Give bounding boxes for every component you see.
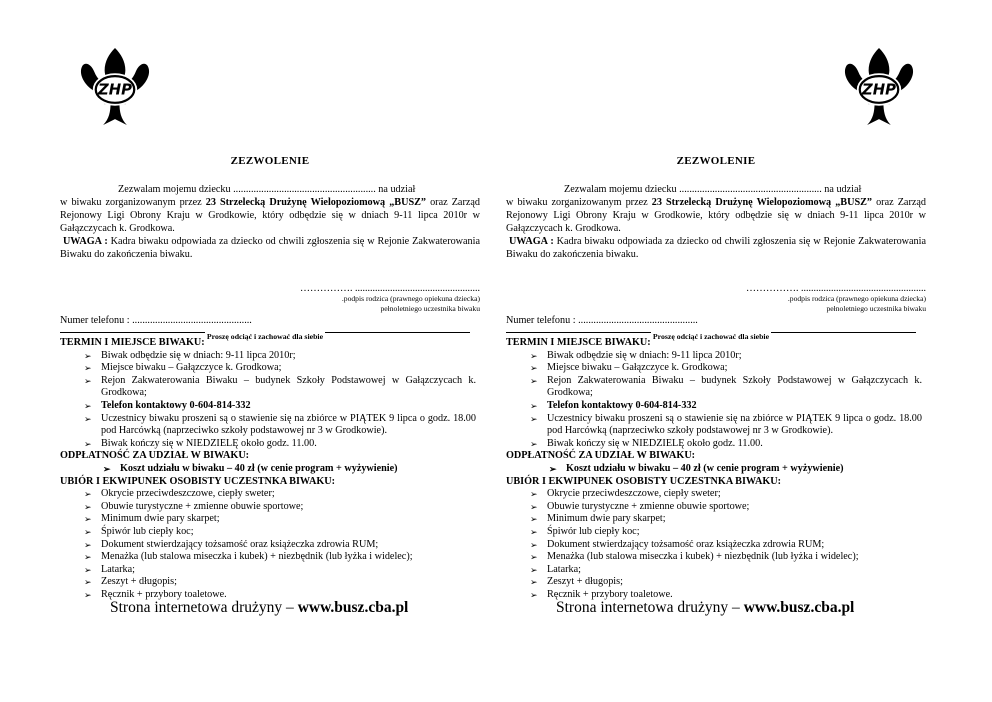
arrow-bullet-icon: ➢	[84, 539, 92, 550]
arrow-bullet-icon: ➢	[84, 363, 92, 374]
gear-heading: UBIÓR I EKWIPUNEK OSOBISTY UCZESTNKA BIWAKU:	[60, 475, 336, 487]
list-item: ➢ Telefon kontaktowy 0-604-814-332	[530, 399, 697, 411]
arrow-bullet-icon: ➢	[84, 564, 92, 575]
website-link[interactable]: www.busz.cba.pl	[297, 599, 409, 617]
arrow-bullet-icon: ➢	[530, 489, 538, 500]
arrow-bullet-icon: ➢	[530, 413, 538, 424]
phone-field: Numer telefonu : ...............................................	[506, 315, 698, 326]
organizer-name: 23 Strzelecką Drużynę Wielopoziomową „BUSZ”	[651, 197, 872, 208]
website-line: Strona internetowa drużyny – www.busz.cba.pl	[556, 599, 855, 617]
list-item: ➢ Dokument stwierdzający tożsamość oraz książeczka zdrowia RUM;	[530, 538, 825, 550]
fee-item: ➢ Koszt udziału w biwaku – 40 zł (w cenie program + wyżywienie)	[103, 462, 398, 474]
permission-paragraph: w biwaku zorganizowanym przez 23 Strzelecką Drużynę Wielopoziomową „BUSZ” oraz Zarząd Rejonowy Ligi Obrony Kraju w Grodkowie, który odbędzie się w dniach 9-11 lipca 2010r w Gałązczycach k. Grodkowa.	[60, 197, 480, 234]
fee-heading: ODPŁATNOŚĆ ZA UDZIAŁ W BIWAKU:	[506, 450, 696, 462]
list-item: ➢ Obuwie turystyczne + zmienne obuwie sportowe;	[84, 500, 304, 512]
fee-item: ➢ Koszt udziału w biwaku – 40 zł (w cenie program + wyżywienie)	[549, 462, 844, 474]
permission-title: ZEZWOLENIE	[676, 155, 756, 167]
arrow-bullet-icon: ➢	[84, 552, 92, 563]
arrow-bullet-icon: ➢	[530, 526, 538, 537]
permission-paragraph: w biwaku zorganizowanym przez 23 Strzelecką Drużynę Wielopoziomową „BUSZ” oraz Zarząd Rejonowy Ligi Obrony Kraju w Grodkowie, który odbędzie się w dniach 9-11 lipca 2010r w Gałązczycach k. Grodkowa.	[506, 197, 926, 234]
list-item: ➢ Uczestnicy biwaku proszeni są o stawienie się na zbiórce w PIĄTEK 9 lipca o godz. 18.00 pod Harcówką (naprzeciwko szkoły podstawowej nr 3 w Grodkowie).	[84, 412, 476, 437]
arrow-bullet-icon: ➢	[530, 514, 538, 525]
warning-label: UWAGA :	[508, 236, 554, 247]
list-item: ➢ Śpiwór lub ciepły koc;	[84, 525, 194, 537]
list-item: ➢ Zeszyt + długopis;	[84, 576, 177, 588]
list-item: ➢ Miejsce biwaku – Gałązczyce k. Grodkowa;	[530, 362, 728, 374]
arrow-bullet-icon: ➢	[84, 526, 92, 537]
cut-label: Proszę odciąć i zachować dla siebie	[652, 332, 770, 341]
permission-line1: Zezwalam mojemu dziecku ........................................................ na udział	[118, 184, 416, 195]
permission-line1: Zezwalam mojemu dziecku ........................................................ na udział	[564, 184, 862, 195]
arrow-bullet-icon: ➢	[84, 589, 92, 600]
signature-line: ……………. ..................................................	[746, 283, 926, 294]
arrow-bullet-icon: ➢	[549, 463, 557, 474]
organizer-name: 23 Strzelecką Drużynę Wielopoziomową „BUSZ”	[205, 197, 426, 208]
signature-caption-1: .podpis rodzica (prawnego opiekuna dziecka)	[787, 294, 926, 303]
list-item: ➢ Biwak kończy się w NIEDZIELĘ około godz. 11.00.	[530, 437, 763, 449]
list-item: ➢ Menażka (lub stalowa miseczka i kubek) + niezbędnik (lub łyżka i widelec);	[530, 551, 859, 563]
arrow-bullet-icon: ➢	[84, 375, 92, 386]
signature-block	[240, 283, 480, 314]
cut-label: Proszę odciąć i zachować dla siebie	[206, 332, 324, 341]
arrow-bullet-icon: ➢	[530, 589, 538, 600]
arrow-bullet-icon: ➢	[84, 400, 92, 411]
list-item: ➢ Telefon kontaktowy 0-604-814-332	[84, 399, 251, 411]
list-item: ➢ Ręcznik + przybory toaletowe.	[84, 588, 227, 600]
list-item: ➢ Latarka;	[530, 563, 581, 575]
list-item: ➢ Minimum dwie pary skarpet;	[530, 513, 666, 525]
warning-paragraph: UWAGA : Kadra biwaku odpowiada za dziecko od chwili zgłoszenia się w Rejonie Zakwaterowania Biwaku do zakończenia biwaku.	[506, 236, 927, 260]
svg-text:ZHP: ZHP	[98, 81, 132, 99]
arrow-bullet-icon: ➢	[103, 463, 111, 474]
info-section	[506, 337, 922, 615]
arrow-bullet-icon: ➢	[530, 501, 538, 512]
gear-heading: UBIÓR I EKWIPUNEK OSOBISTY UCZESTNKA BIWAKU:	[506, 475, 782, 487]
term-heading: TERMIN I MIEJSCE BIWAKU:	[506, 337, 651, 348]
list-item: ➢ Śpiwór lub ciepły koc;	[530, 525, 640, 537]
list-item: ➢ Menażka (lub stalowa miseczka i kubek) + niezbędnik (lub łyżka i widelec);	[84, 551, 413, 563]
list-item: ➢ Minimum dwie pary skarpet;	[84, 513, 220, 525]
form-copy-left	[60, 0, 480, 702]
signature-caption-1: .podpis rodzica (prawnego opiekuna dziecka)	[341, 294, 480, 303]
arrow-bullet-icon: ➢	[530, 438, 538, 449]
signature-caption-2: pełnoletniego uczestnika biwaku	[380, 304, 480, 313]
form-copy-right	[506, 0, 926, 702]
arrow-bullet-icon: ➢	[530, 552, 538, 563]
list-item: ➢ Miejsce biwaku – Gałązczyce k. Grodkowa;	[84, 362, 282, 374]
arrow-bullet-icon: ➢	[530, 577, 538, 588]
arrow-bullet-icon: ➢	[84, 350, 92, 361]
signature-block	[686, 283, 926, 314]
arrow-bullet-icon: ➢	[84, 514, 92, 525]
list-item: ➢ Obuwie turystyczne + zmienne obuwie sportowe;	[530, 500, 750, 512]
info-section	[60, 337, 476, 615]
zhp-logo-icon	[78, 45, 152, 131]
zhp-logo-icon	[842, 45, 916, 131]
arrow-bullet-icon: ➢	[530, 539, 538, 550]
arrow-bullet-icon: ➢	[530, 350, 538, 361]
list-item: ➢ Dokument stwierdzający tożsamość oraz książeczka zdrowia RUM;	[84, 538, 379, 550]
cut-line	[60, 326, 470, 341]
fee-heading: ODPŁATNOŚĆ ZA UDZIAŁ W BIWAKU:	[60, 450, 250, 462]
list-item: ➢ Ręcznik + przybory toaletowe.	[530, 588, 673, 600]
list-item: ➢ Biwak odbędzie się w dniach: 9-11 lipca 2010r;	[530, 349, 742, 361]
list-item: ➢ Uczestnicy biwaku proszeni są o stawienie się na zbiórce w PIĄTEK 9 lipca o godz. 18.00 pod Harcówką (naprzeciwko szkoły podstawowej nr 3 w Grodkowie).	[530, 412, 922, 437]
permission-body	[506, 183, 926, 261]
warning-label: UWAGA :	[62, 236, 108, 247]
list-item: ➢ Okrycie przeciwdeszczowe, ciepły sweter;	[530, 488, 721, 500]
term-list	[506, 350, 922, 451]
arrow-bullet-icon: ➢	[530, 363, 538, 374]
list-item: ➢ Biwak kończy się w NIEDZIELĘ około godz. 11.00.	[84, 437, 317, 449]
arrow-bullet-icon: ➢	[530, 400, 538, 411]
arrow-bullet-icon: ➢	[530, 564, 538, 575]
permission-body	[60, 183, 480, 261]
list-item: ➢ Rejon Zakwaterowania Biwaku – budynek Szkoły Podstawowej w Gałązczycach k. Grodkowa;	[530, 374, 922, 399]
website-line: Strona internetowa drużyny – www.busz.cba.pl	[110, 599, 409, 617]
term-list	[60, 350, 476, 451]
arrow-bullet-icon: ➢	[84, 438, 92, 449]
arrow-bullet-icon: ➢	[84, 501, 92, 512]
warning-paragraph: UWAGA : Kadra biwaku odpowiada za dziecko od chwili zgłoszenia się w Rejonie Zakwaterowania Biwaku do zakończenia biwaku.	[60, 236, 481, 260]
list-item: ➢ Latarka;	[84, 563, 135, 575]
list-item: ➢ Zeszyt + długopis;	[530, 576, 623, 588]
svg-text:ZHP: ZHP	[862, 81, 896, 99]
phone-field: Numer telefonu : ...............................................	[60, 315, 252, 326]
term-heading: TERMIN I MIEJSCE BIWAKU:	[60, 337, 205, 348]
gear-list	[60, 488, 476, 601]
permission-title: ZEZWOLENIE	[230, 155, 310, 167]
list-item: ➢ Okrycie przeciwdeszczowe, ciepły sweter;	[84, 488, 275, 500]
arrow-bullet-icon: ➢	[530, 375, 538, 386]
gear-list	[506, 488, 922, 601]
list-item: ➢ Biwak odbędzie się w dniach: 9-11 lipca 2010r;	[84, 349, 296, 361]
signature-line: ……………. ..................................................	[300, 283, 480, 294]
signature-caption-2: pełnoletniego uczestnika biwaku	[826, 304, 926, 313]
arrow-bullet-icon: ➢	[84, 577, 92, 588]
list-item: ➢ Rejon Zakwaterowania Biwaku – budynek Szkoły Podstawowej w Gałązczycach k. Grodkowa;	[84, 374, 476, 399]
arrow-bullet-icon: ➢	[84, 413, 92, 424]
arrow-bullet-icon: ➢	[84, 489, 92, 500]
cut-line	[506, 326, 916, 341]
website-link[interactable]: www.busz.cba.pl	[743, 599, 855, 617]
